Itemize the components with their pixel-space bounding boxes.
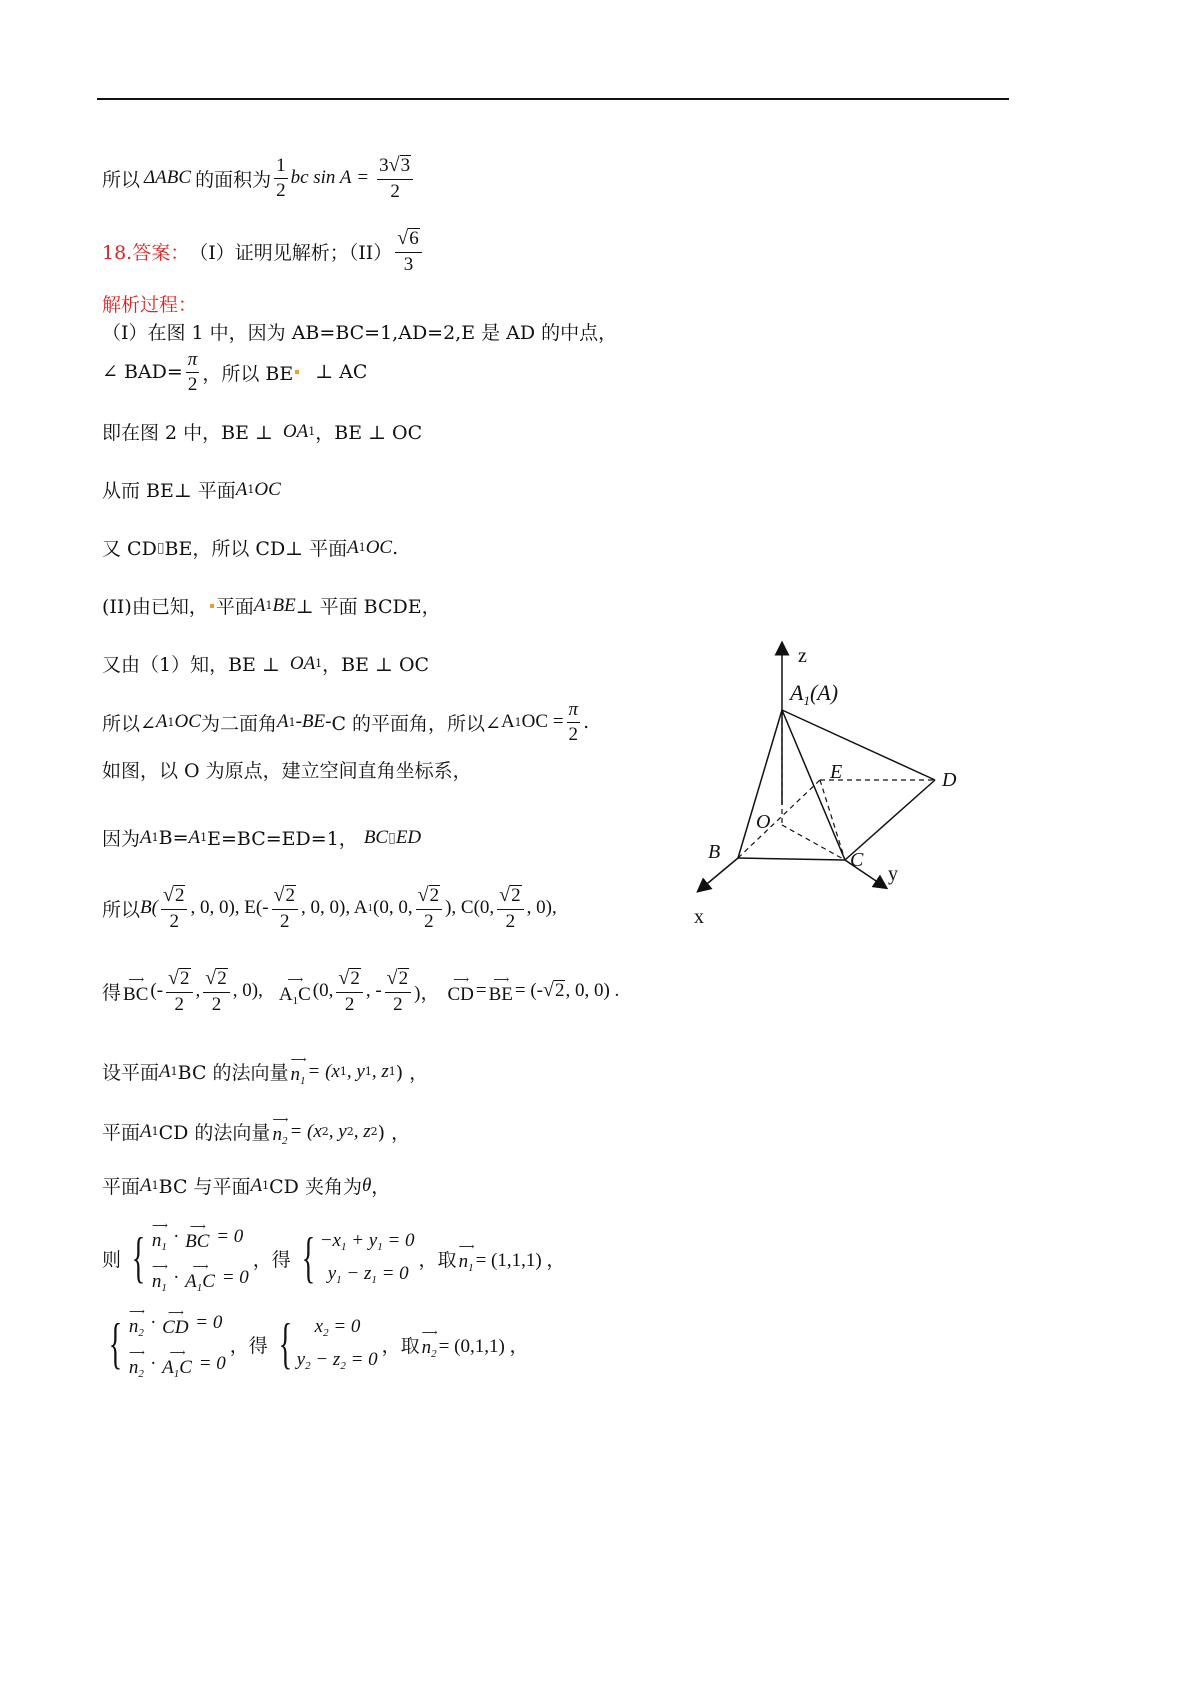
- paragraph-15: 平面 A 1 BC 与平面 A 1 CD 夹角为 θ ，: [102, 1174, 391, 1198]
- triangle-abc: ΔABC: [144, 167, 192, 189]
- text: 所以: [102, 168, 141, 191]
- paragraph-13: 设平面 A 1 BC 的法向量 ⟶ $n_1$ = (x 1 , y 1 , z 1 ) ，: [102, 1054, 429, 1087]
- edge-cd: [845, 780, 935, 860]
- area-line: [102, 155, 416, 202]
- answer-18: [102, 228, 425, 275]
- paragraph-7: 又由（1）知，BE ⊥ OA 1 ，BE ⊥ OC: [102, 652, 430, 676]
- paragraph-2: ∠ BAD= $\frac{\pi}{2}$ ，所以 BE ⊥ AC: [102, 349, 368, 395]
- answer-text: （I）证明见解析；（II）: [189, 241, 393, 264]
- fraction-half: $\frac{1}{2}$: [276, 154, 286, 201]
- label-o: O: [756, 811, 771, 833]
- answer-fraction: √ 6 3: [395, 228, 421, 275]
- label-e: E: [830, 761, 843, 783]
- edge-bc: [738, 858, 845, 860]
- paragraph-1: （I）在图 1 中，因为 AB=BC=1,AD=2,E 是 AD 的中点，: [102, 322, 618, 344]
- paragraph-14: 平面 A 1 CD 的法向量 ⟶ $n_2$ = (x 2 , y 2 , z 2 ) ，: [102, 1114, 411, 1147]
- fraction-area: 3 √ 3 2: [377, 155, 413, 202]
- label-b: B: [708, 841, 721, 863]
- edge-a1c: [782, 710, 845, 860]
- edge-oc: [782, 825, 845, 860]
- label-d: D: [942, 769, 957, 791]
- paragraph-6: (II)由已知， 平面 A 1 BE ⊥ 平面 BCDE，: [102, 594, 441, 618]
- paragraph-4: 从而 BE⊥ 平面 A 1 OC: [102, 478, 281, 502]
- label-z: z: [798, 645, 807, 667]
- bc-sin-a: bc sin A: [290, 167, 352, 189]
- paragraph-12: 得 ⟶ BC (- √ 2 2 , √ 2 2 , 0), ⟶ $A_1C$ (0, √ 2 2 , - √ 2 2 )， ⟶ CD = ⟶ BE = (- √ 2 , 0, 0) .: [102, 967, 620, 1015]
- label-c: C: [850, 849, 864, 871]
- coordinate-figure: [660, 640, 980, 930]
- analysis-title: 解析过程：: [102, 294, 198, 316]
- equals: =: [357, 167, 369, 189]
- paragraph-5: 又 CD ▯ BE，所以 CD⊥ 平面 A 1 OC .: [102, 536, 399, 560]
- paragraph-3: 即在图 2 中，BE ⊥ OA 1 ，BE ⊥ OC: [102, 420, 423, 444]
- label-a1: $A_1(A)$: [790, 680, 839, 708]
- edge-a1b: [738, 710, 782, 858]
- label-x: x: [694, 906, 704, 928]
- paragraph-10: 因为 A 1 B= A 1 E=BC=ED=1， BC ▯ ED: [102, 826, 422, 850]
- paragraph-9: 如图，以 O 为原点，建立空间直角坐标系，: [102, 760, 472, 782]
- paragraph-11: 所以 B( √ 2 2 , 0, 0), E(- √ 2 2 , 0, 0), A 1 (0, 0, √ 2 2 ), C(0, √ 2 2 , 0),: [102, 884, 557, 932]
- paragraph-16: 则 { ⟶ $n_1$ · ⟶ BC = 0 ⟶ $n_1$ · ⟶ $A_1C$ = 0 ，得 { $-x_1 + y_1 = 0$ $y_1 - z_1 = 0$ ，取 ⟶ $n_1$ = (1,1,1) ，: [102, 1220, 566, 1294]
- label-y: y: [888, 863, 898, 885]
- header-rule: [97, 98, 1009, 100]
- paragraph-8: 所以∠ A 1 OC 为二面角 A 1 -BE- C 的平面角，所以∠ A 1 OC = $\frac{\pi}{2}$ .: [102, 699, 590, 745]
- answer-label: 18.答案：: [102, 241, 190, 264]
- text: 的面积为: [195, 168, 272, 191]
- edge-a1d: [782, 710, 935, 780]
- paragraph-17: { ⟶ $n_2$ · ⟶ CD = 0 ⟶ $n_2$ · ⟶ $A_1C$ = 0 ，得 { $x_2 = 0$ $y_2 - z_2 = 0$ ，取 ⟶ $n_2$ = (0,1,1) ，: [108, 1306, 529, 1380]
- pyramid-diagram: [660, 640, 980, 930]
